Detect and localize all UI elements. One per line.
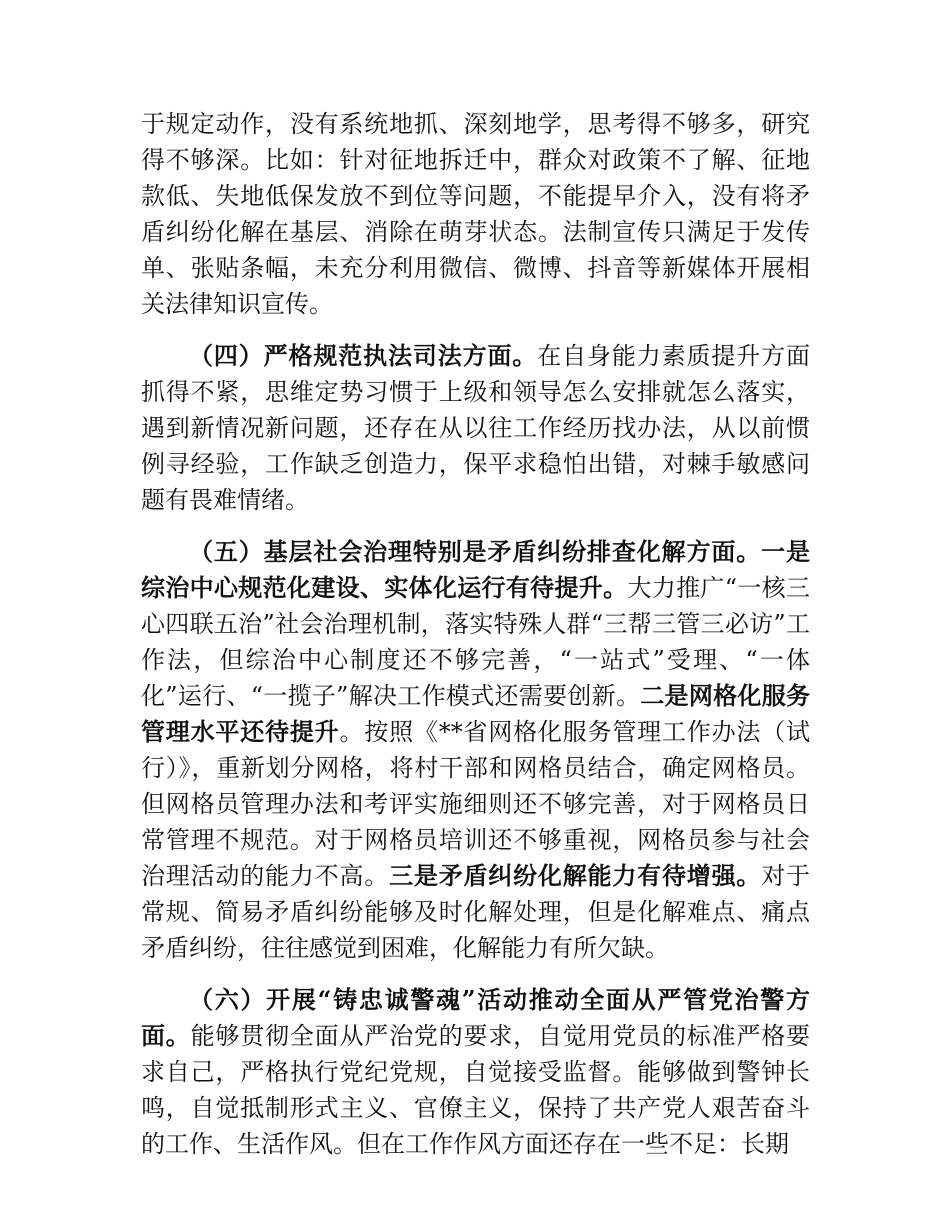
paragraph-section-6 <box>141 982 810 1162</box>
paragraph-section-5-text-3: 对于常规、简易矛盾纠纷能够及时化解处理，但是化解难点、痛点矛盾纠纷，往往感觉到困难，化解能力有所欠缺。 <box>141 862 811 962</box>
subheading-dispute-resolution: 三是矛盾纠纷化解能力有待增强。 <box>389 861 762 890</box>
paragraph-section-5-text-2: 。按照《**省网格化服务管理工作办法（试行）》，重新划分网格，将村干部和网格员结合，确定网格员。但网格员管理办法和考评实施细则还不够完善，对于网格员日常管理不规范。对于网格员培训还不够重视，网格员参与社会治理活动的能力不高。 <box>141 718 811 890</box>
paragraph-section-5-text-1: 大力推广“一核三心四联五治”社会治理机制，落实特殊人群“三帮三管三必访”工作法，但综治中心制度还不够完善，“一站式”受理、“一体化”运行、“一揽子”解决工作模式还需要创新。 <box>141 574 810 710</box>
heading-section-6: （六）开展“铸忠诚警魂”活动推动全面从严管党治警方面。 <box>141 985 810 1050</box>
paragraph-section-4-text: 在自身能力素质提升方面抓得不紧，思维定势习惯于上级和领导怎么安排就怎么落实，遇到新情况新问题，还存在从以往工作经历找办法，从以前惯例寻经验，工作缺乏创造力，保平求稳怕出错，对棘手敏感问题有畏难情绪。 <box>141 342 810 514</box>
paragraph-section-4 <box>141 338 810 518</box>
paragraph-section-5 <box>141 534 810 966</box>
paragraph-1-text: 于规定动作，没有系统地抓、深刻地学，思考得不够多，研究得不够深。比如：针对征地拆迁中，群众对政策不了解、征地款低、失地低保发放不到位等问题，不能提早介入，没有将矛盾纠纷化解在基层、消除在萌芽状态。法制宣传只满足于发传单、张贴条幅，未充分利用微信、微博、抖音等新媒体开展相关法律知识宣传。 <box>141 110 810 318</box>
paragraph-1 <box>141 106 810 322</box>
heading-section-5: （五）基层社会治理特别是矛盾纠纷排查化解方面。一是综治中心规范化建设、实体化运行有待提升。 <box>141 537 810 602</box>
heading-section-4: （四）严格规范执法司法方面。 <box>189 341 538 370</box>
paragraph-section-6-text: 能够贯彻全面从严治党的要求，自觉用党员的标准严格要求自己，严格执行党纪党规，自觉接受监督。能够做到警钟长鸣，自觉抵制形式主义、官僚主义，保持了共产党人艰苦奋斗的工作、生活作风。但在工作作风方面还存在一些不足：长期 <box>141 1022 811 1158</box>
subheading-grid-management: 二是网格化服务管理水平还待提升 <box>141 681 811 746</box>
